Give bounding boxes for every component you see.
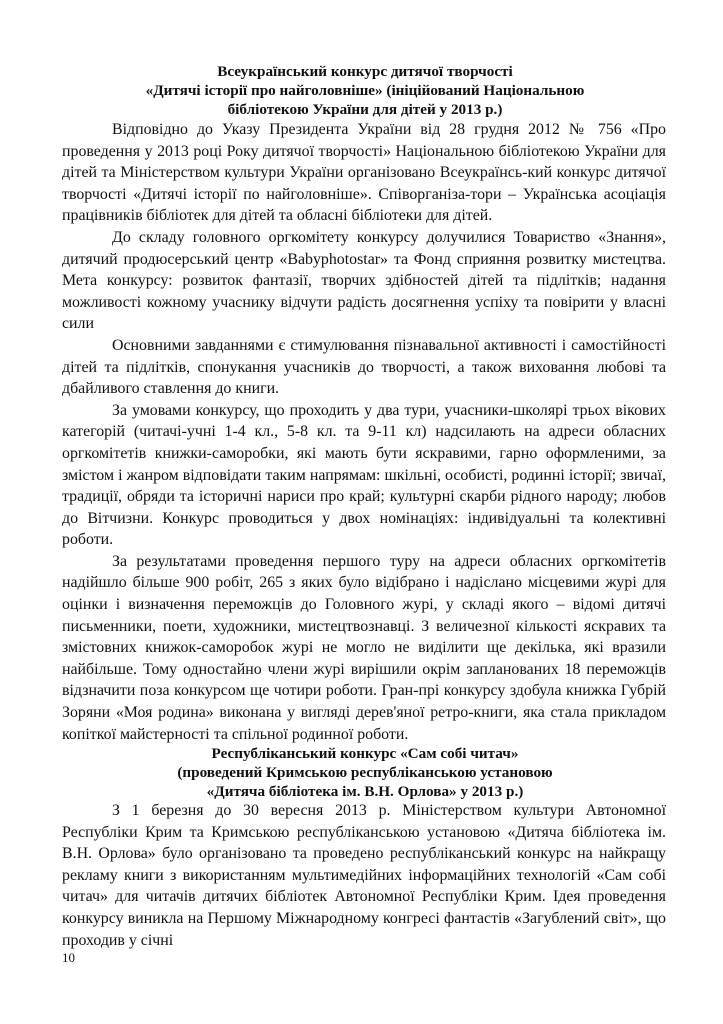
- heading-line: Всеукраїнський конкурс дитячої творчості: [217, 63, 513, 80]
- heading-line: «Дитячі історії про найголовніше» (ініційований Національною: [145, 82, 585, 99]
- paragraph: Основними завданнями є стимулювання пізнавальної активності і самостійності дітей та підлітків, спонукання учасників до творчості, а також виховання любові та дбайливого ставлення до книги.: [62, 336, 666, 398]
- section-1-body: [62, 119, 666, 745]
- section-2-heading: [60, 744, 670, 801]
- heading-line: «Дитяча бібліотека ім. В.Н. Орлова» у 2013 р.): [206, 783, 524, 800]
- paragraph: За результатами проведення першого туру на адреси обласних оргкомітетів надійшло більше 900 робіт, 265 з яких було відібрано і надіслано місцевими журі для оцінки і визначення переможців до Головного журі, у складі якого – відомі дитячі письменники, поети, художники, мистецтвознавці. З величезної кількості яскравих та змістовних книжок-саморобок журі не могло не виділити ще декілька, які вразили найбільше. Тому одностайно члени журі вирішили окрім запланованих 18 переможців відзначити поза конкурсом ще чотири роботи. Гран-прі конкурсу здобула книжка Губрій Зоряни «Моя родина» виконана у вигляді дерев'яної ретро-книги, яка стала прикладом копіткої майстерності та спільної родинної роботи.: [62, 552, 666, 743]
- paragraph: До складу головного оргкомітету конкурсу долучилися Товариство «Знання», дитячий продюсерський центр «Babyphotostar» та Фонд сприяння розвитку мистецтва. Мета конкурсу: розвиток фантазії, творчих здібностей дітей та підлітків; надання можливості кожному учаснику відчути радість досягнення успіху та повірити у власні сили: [62, 228, 666, 333]
- heading-line: (проведений Кримською республіканською установою: [177, 764, 553, 781]
- page-number: 10: [62, 950, 75, 965]
- paragraph: Відповідно до Указу Президента України від 28 грудня 2012 № 756 «Про проведення у 2013 році Року дитячої творчості» Національною бібліотекою України для дітей та Міністерством культури України організовано Всеукраїнсь-кий конкурс дитячої творчості «Дитячі історії по найголовніше». Співорганіза-тори – Українська асоціація працівників бібліотек для дітей та обласні бібліотеки для дітей.: [62, 121, 666, 225]
- paragraph: За умовами конкурсу, що проходить у два тури, учасники-школярі трьох вікових категорій (читачі-учні 1-4 кл., 5-8 кл. та 9-11 кл) надсилають на адреси обласних оргкомітетів книжки-саморобки, які мають бути яскравими, гарно оформленими, за змістом і жанром відповідати таким напрямам: шкільні, особисті, родинні історії; звичаї, традиції, обряди та історичні нариси про край; культурні скарби рідного народу; любов до Вітчизни. Конкурс проводиться у двох номінаціях: індивідуальні та колективні роботи.: [62, 401, 666, 549]
- section-1-heading: [60, 62, 670, 119]
- paragraph: З 1 березня до 30 вересня 2013 р. Міністерством культури Автономної Республіки Крим та Кримською республіканською установою «Дитяча бібліотека ім. В.Н. Орлова» було організовано та проведено республіканський конкурс на найкращу рекламу книги з використанням мультимедійних інформаційних технологій «Сам собі читач» для читачів дитячих бібліотек Автономної Республіки Крим. Ідея проведення конкурсу виникла на Першому Міжнародному конгресі фантастів «Загублений світ», що проходив у січні: [62, 802, 666, 949]
- heading-line: Республіканський конкурс «Сам собі читач»: [211, 745, 519, 762]
- heading-line: бібліотекою України для дітей у 2013 р.): [227, 101, 503, 118]
- section-2-body: [62, 800, 666, 951]
